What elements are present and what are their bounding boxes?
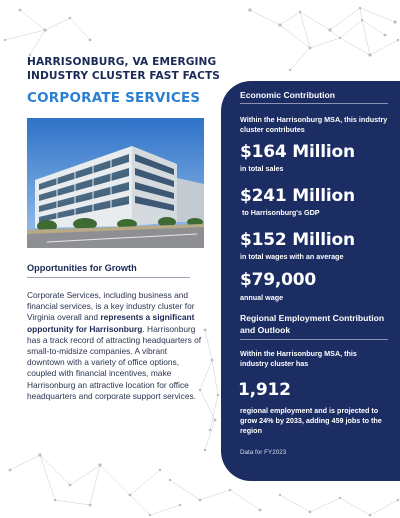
stats-panel xyxy=(221,81,400,481)
economic-divider xyxy=(240,103,388,104)
stat-label-wages: in total wages with an average xyxy=(240,252,344,261)
employment-label: regional employment and is projected to grow 24% by 2033, adding 459 jobs to the region xyxy=(240,406,382,435)
opportunities-text-bold: represents a significant opportunity for Harrisonburg xyxy=(27,312,195,334)
opportunities-divider xyxy=(27,277,190,278)
stat-value-gdp: $241 Million xyxy=(240,186,355,206)
opportunities-text xyxy=(27,290,207,402)
stat-label-sales: in total sales xyxy=(240,164,284,173)
economic-heading: Economic Contribution xyxy=(240,90,336,100)
page-subtitle: CORPORATE SERVICES xyxy=(27,90,201,106)
employment-divider xyxy=(240,339,388,340)
data-note: Data for FY2023 xyxy=(240,449,287,456)
stat-value-wages: $152 Million xyxy=(240,230,355,250)
economic-intro: Within the Harrisonburg MSA, this industry cluster contributes xyxy=(240,115,388,134)
stat-value-sales: $164 Million xyxy=(240,142,355,162)
employment-intro: Within the Harrisonburg MSA, this industry cluster has xyxy=(240,349,357,368)
office-building-photo xyxy=(27,118,204,248)
stat-label-gdp: to Harrisonburg's GDP xyxy=(242,208,320,217)
stat-label-average-wage: annual wage xyxy=(240,293,284,302)
page-title: HARRISONBURG, VA EMERGING INDUSTRY CLUSTER FAST FACTS xyxy=(27,56,220,82)
opportunities-heading: Opportunities for Growth xyxy=(27,263,137,273)
opportunities-text-part-2: . Harrisonburg has a track record of attracting headquarters of small-to-midsize companies. A vibrant downtown with a variety of office options, coupled with financial incentives, make Harrisonburg an attractive location for office headquarters and corporate support services. xyxy=(27,323,202,401)
opportunities-text-part-1: Corporate Services, including business and financial services, is a key industry cluster for Virginia overall and xyxy=(27,290,195,323)
employment-value: 1,912 xyxy=(238,380,291,400)
employment-heading: Regional Employment Contribution and Outlook xyxy=(240,313,385,335)
stat-value-average-wage: $79,000 xyxy=(240,270,317,290)
